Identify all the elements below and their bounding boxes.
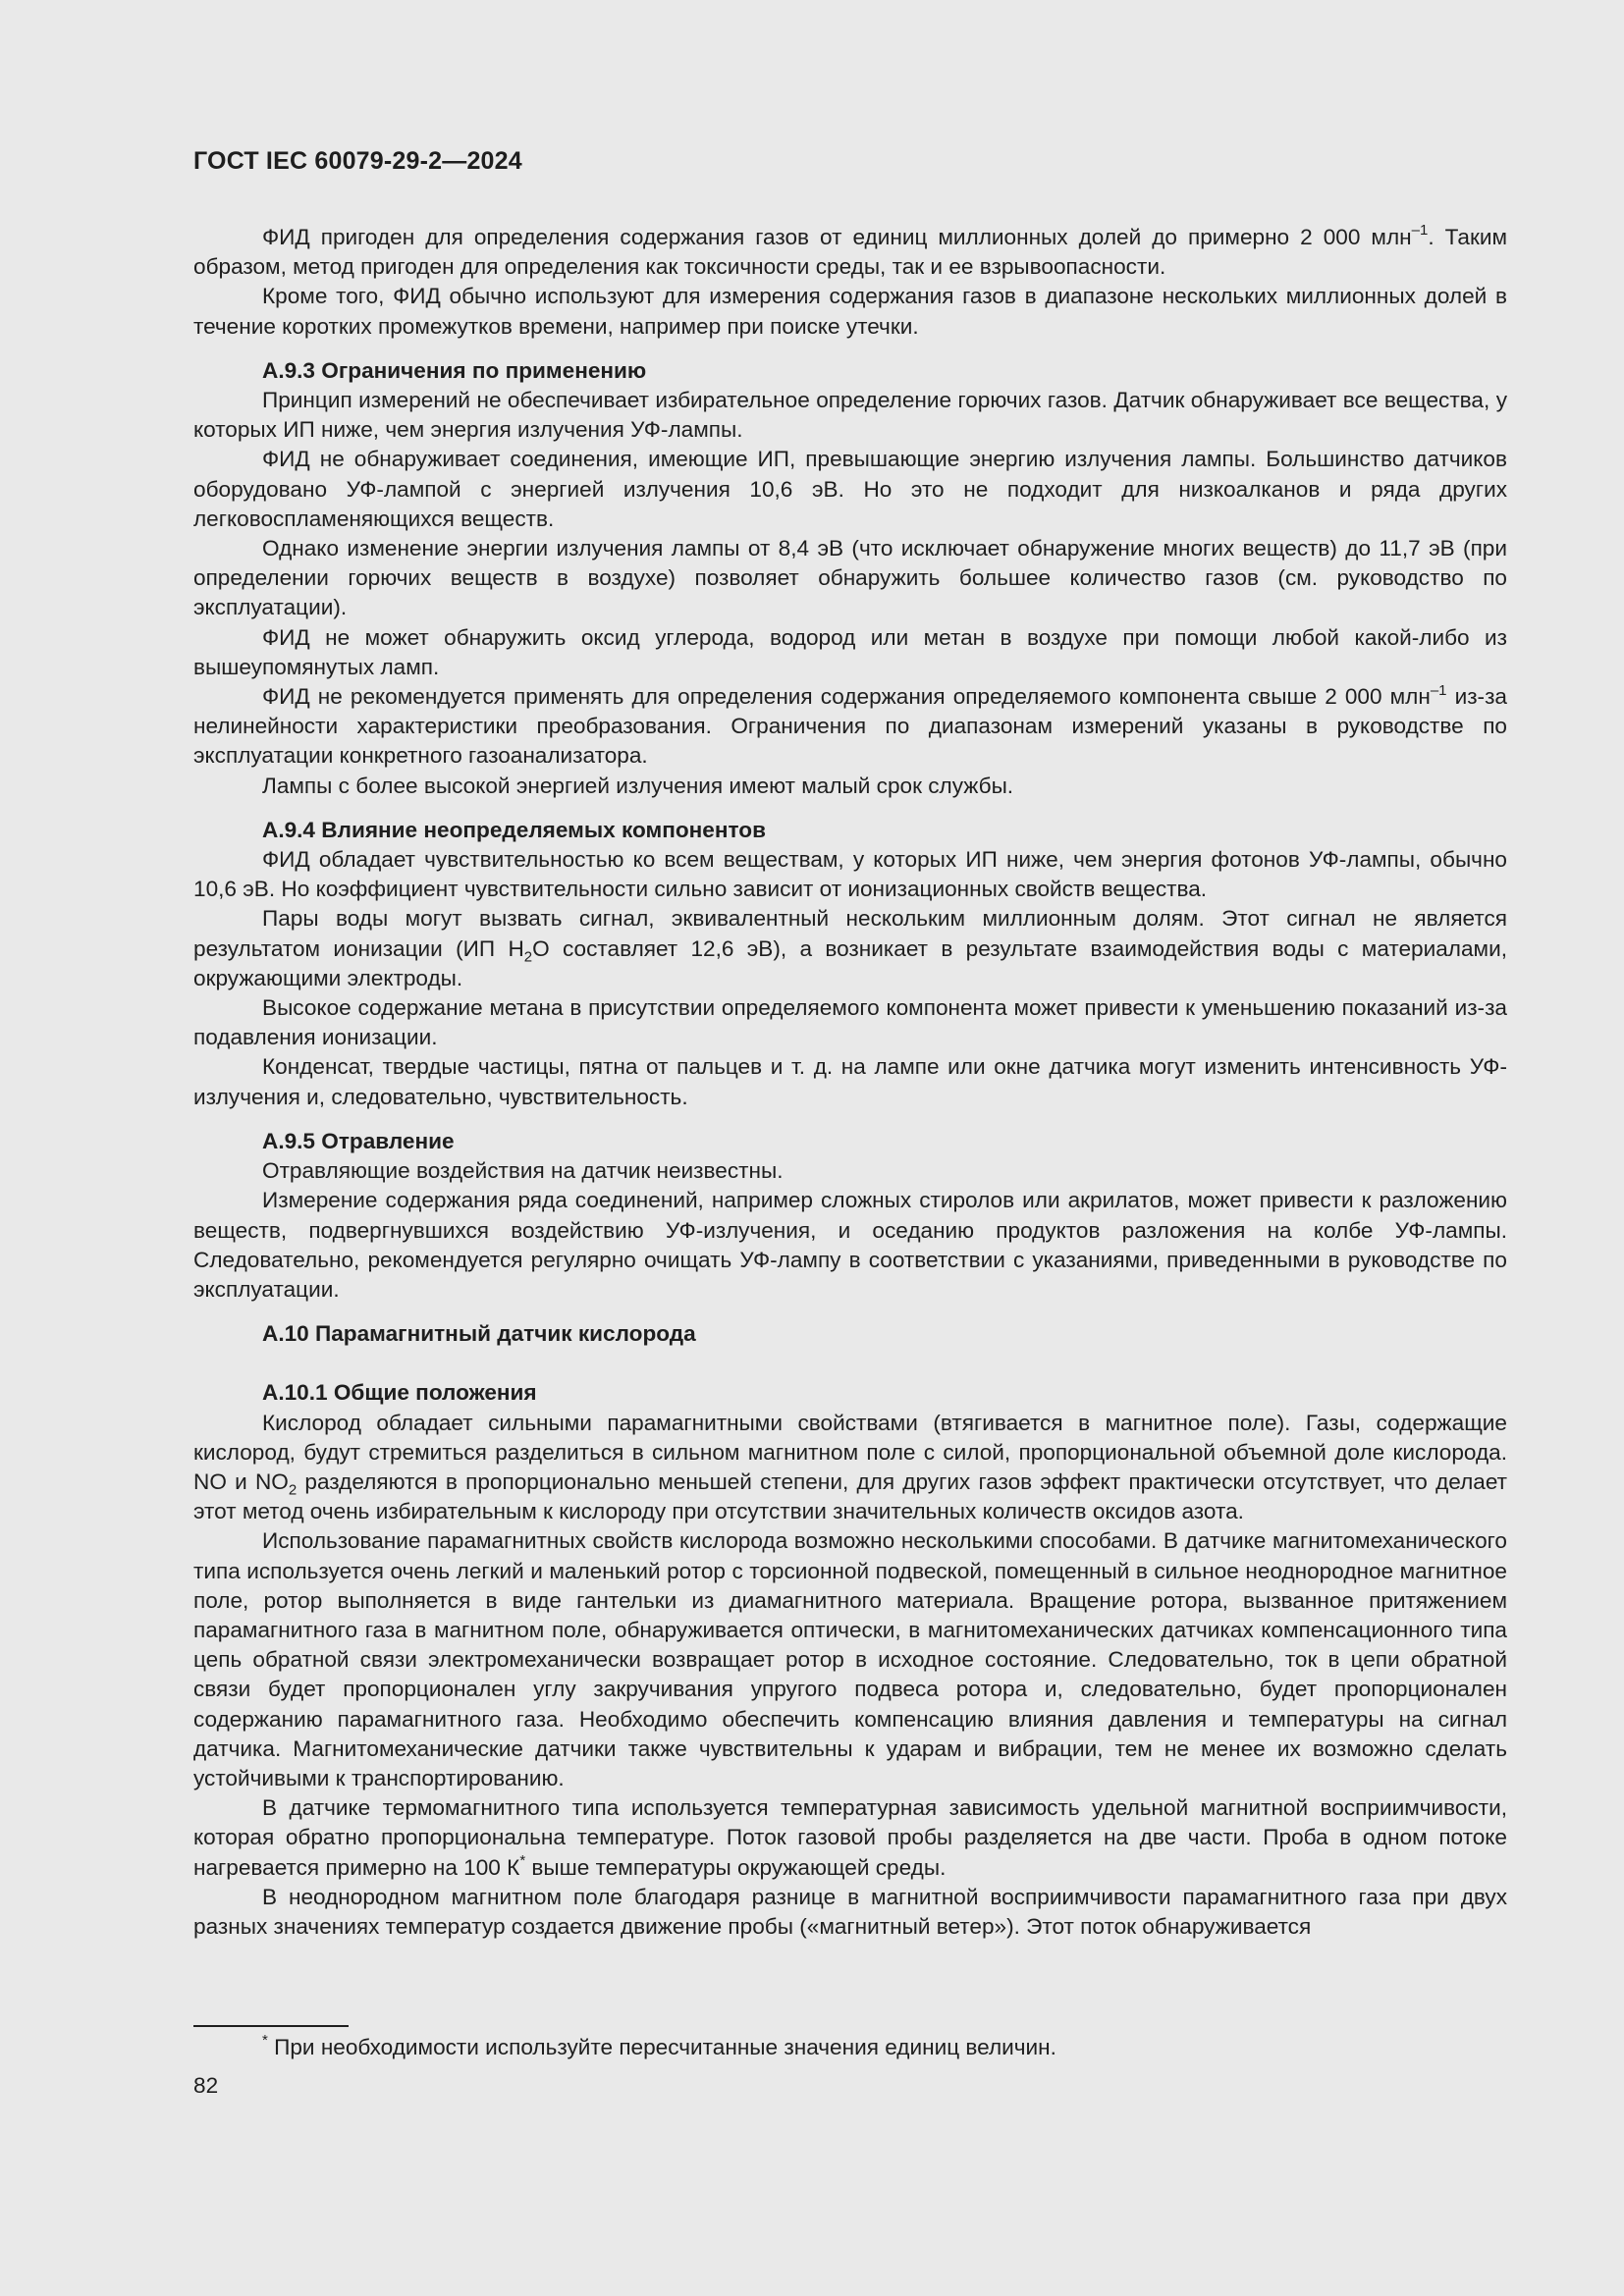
paragraph: Принцип измерений не обеспечивает избирательное определение горючих газов. Датчик обнаруживает все вещества, у которых ИП ниже, чем энергия излучения УФ-лампы. [193, 388, 1507, 443]
section-heading-a101: А.10.1 Общие положения [262, 1380, 537, 1406]
paragraph: Измерение содержания ряда соединений, например сложных стиролов или акрилатов, может привести к разложению веществ, подвергнувшихся воздействию УФ-излучения, и оседанию продуктов разложения на колбе УФ-лампы. Следовательно, рекомендуется регулярно очищать УФ-лампу в соответствии с указаниями, приведенными в руководстве по эксплуатации. [193, 1188, 1507, 1302]
section-heading-a93: А.9.3 Ограничения по применению [262, 357, 647, 383]
footnote-divider [193, 2025, 349, 2027]
footnote [262, 2033, 1056, 2062]
page-number: 82 [193, 2073, 219, 2098]
paragraph: Отравляющие воздействия на датчик неизвестны. [262, 1158, 784, 1184]
section-heading-a95: А.9.5 Отравление [262, 1128, 455, 1153]
document-header: ГОСТ IEC 60079-29-2—2024 [193, 147, 522, 175]
paragraph: ФИД не может обнаружить оксид углерода, водород или метан в воздухе при помощи любой какой-либо из вышеупомянутых ламп. [193, 624, 1507, 679]
paragraph: Кислород обладает сильными парамагнитными свойствами (втягивается в магнитное поле). Газы, содержащие кислород, будут стремиться разделиться в сильном магнитном поле с силой, пропорциональной объемной доле кислорода. NO и $NO_2$ разделяются в пропорционально меньшей степени, для других газов эффект практически отсутствует, что делает этот метод очень избирательным к кислороду при отсутствии значительных количеств оксидов азота. [193, 1410, 1507, 1524]
paragraph: ФИД не рекомендуется применять для определения содержания определяемого компонента свыше 2 000 млн$^{-1}$ из-за нелинейности характеристики преобразования. Ограничения по диапазонам измерений указаны в руководстве по эксплуатации конкретного газоанализатора. [193, 681, 1507, 769]
paragraph: Использование парамагнитных свойств кислорода возможно несколькими способами. В датчике магнитомеханического типа используется очень легкий и маленький ротор с торсионной подвеской, помещенный в сильное неоднородное магнитное поле, ротор выполняется в виде гантельки из диамагнитного материала. Вращение ротора, вызванное притяжением парамагнитного газа в магнитном поле, обнаруживается оптически, в магнитомеханических датчиках компенсационного типа цепь обратной связи электромеханически возвращает ротор в исходное состояние. Следовательно, ток в цепи обратной связи будет пропорционален углу закручивания упругого подвеса ротора и, следовательно, будет пропорционален содержанию парамагнитного газа. Необходимо обеспечить компенсацию влияния давления и температуры на сигнал датчика. Магнитомеханические датчики также чувствительны к ударам и вибрации, тем не менее их возможно сделать устойчивыми к транспортированию. [193, 1528, 1507, 1790]
paragraph: Кроме того, ФИД обычно используют для измерения содержания газов в диапазоне нескольких миллионных долей в течение коротких промежутков времени, например при поиске утечки. [193, 284, 1507, 339]
paragraph: ФИД пригоден для определения содержания газов от единиц миллионных долей до примерно 2 000 млн$^{-1}$. Таким образом, метод пригоден для определения как токсичности среды, так и ее взрывоопасности. [193, 222, 1507, 280]
section-heading-a10: А.10 Парамагнитный датчик кислорода [262, 1321, 696, 1347]
paragraph: Конденсат, твердые частицы, пятна от пальцев и т. д. на лампе или окне датчика могут изменить интенсивность УФ-излучения и, следовательно, чувствительность. [193, 1054, 1507, 1109]
footnote-text: При необходимости используйте пересчитанные значения единиц величин. [267, 2035, 1056, 2059]
paragraph: ФИД не обнаруживает соединения, имеющие ИП, превышающие энергию излучения лампы. Большинство датчиков оборудовано УФ-лампой с энергией излучения 10,6 эВ. Но это не подходит для низкоалканов и ряда других легковоспламеняющихся веществ. [193, 447, 1507, 531]
page-body [193, 223, 1507, 1942]
paragraph: Однако изменение энергии излучения лампы от 8,4 эВ (что исключает обнаружение многих веществ) до 11,7 эВ (при определении горючих веществ в воздухе) позволяет обнаружить большее количество газов (см. руководство по эксплуатации). [193, 536, 1507, 620]
section-heading-a94: А.9.4 Влияние неопределяемых компонентов [262, 817, 766, 842]
paragraph: В неоднородном магнитном поле благодаря разнице в магнитной восприимчивости парамагнитного газа при двух разных значениях температур создается движение пробы («магнитный ветер»). Этот поток обнаруживается [193, 1884, 1507, 1939]
footnote-mark: * [262, 2032, 268, 2050]
paragraph: В датчике термомагнитного типа используется температурная зависимость удельной магнитной восприимчивости, которая обратно пропорциональна температуре. Поток газовой пробы разделяется на две части. Проба в одном потоке нагревается примерно на 100 К* выше температуры окружающей среды. [193, 1795, 1507, 1880]
paragraph: Лампы с более высокой энергией излучения имеют малый срок службы. [262, 773, 1014, 798]
paragraph: Пары воды могут вызвать сигнал, эквивалентный нескольким миллионным долям. Этот сигнал не является результатом ионизации (ИП $H_2O$ составляет 12,6 эВ), а возникает в результате взаимодействия воды с материалами, окружающими электроды. [193, 906, 1507, 990]
paragraph: ФИД обладает чувствительностью ко всем веществам, у которых ИП ниже, чем энергия фотонов УФ-лампы, обычно 10,6 эВ. Но коэффициент чувствительности сильно зависит от ионизационных свойств вещества. [193, 847, 1507, 902]
paragraph: Высокое содержание метана в присутствии определяемого компонента может привести к уменьшению показаний из-за подавления ионизации. [193, 995, 1507, 1050]
